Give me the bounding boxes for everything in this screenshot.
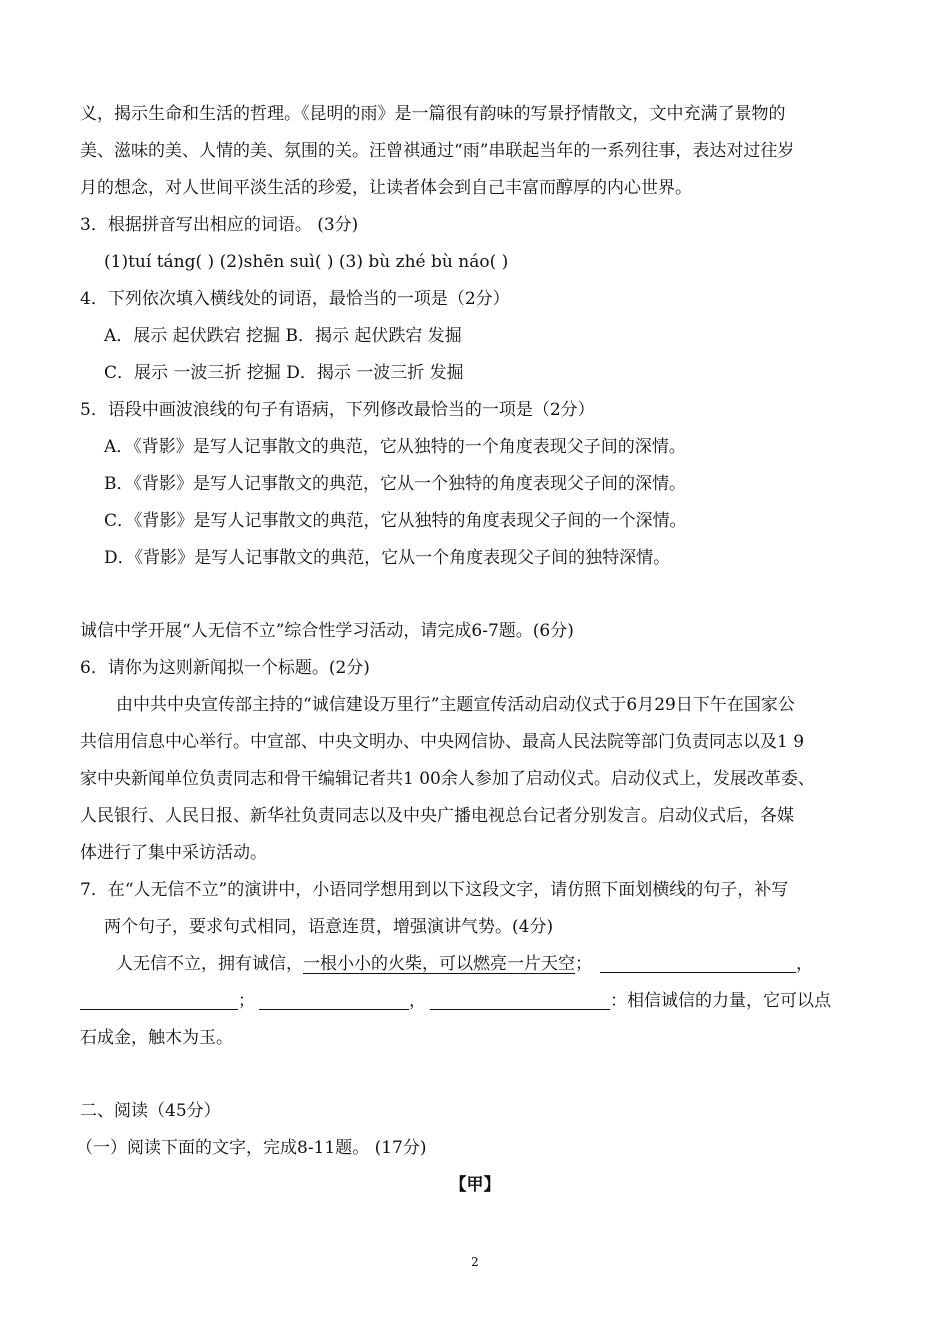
intro-line-2: 美、滋味的美、人情的美、氛围的关。汪曾祺通过“雨”串联起当年的一系列往事，表达对过往岁 — [80, 141, 795, 161]
news-paragraph-line-2: 共信用信息中心举行。中宣部、中央文明办、中央网信协、最高人民法院等部门负责同志以及1 9 — [80, 732, 805, 752]
news-paragraph-line-3: 家中央新闻单位负责同志和骨干编辑记者共1 00余人参加了启动仪式。启动仪式上，发展改革委、 — [80, 769, 815, 789]
question-5-option-a: A．《背影》是写人记事散文的典范，它从独特的一个角度表现父子间的深情。 — [104, 437, 686, 457]
question-3-stem: 3．根据拼音写出相应的词语。 (3分) — [80, 215, 359, 235]
question-7-colon: ： — [610, 991, 627, 1011]
question-5-option-b: B．《背影》是写人记事散文的典范，它从一个独特的角度表现父子间的深情。 — [104, 474, 686, 494]
question-4-options-row-2: C．展示 一波三折 挖掘 D．揭示 一波三折 发掘 — [104, 363, 464, 383]
question-4-stem: 4．下列依次填入横线处的词语，最恰当的一项是（2分） — [80, 289, 510, 309]
page-number: 2 — [471, 1255, 479, 1269]
question-3-items: (1)tuí táng( ) (2)shēn suì( ) (3) bù zhé bù náo( ) — [104, 252, 509, 272]
question-7-comma: ， — [796, 954, 813, 974]
question-7-semicolon: ； — [575, 954, 592, 974]
question-5-option-d: D．《背影》是写人记事散文的典范，它从一个角度表现父子间的独特深情。 — [104, 548, 671, 568]
answer-blank-4[interactable] — [430, 991, 610, 1010]
news-paragraph-line-1: 由中共中央宣传部主持的“诚信建设万里行”主题宣传活动启动仪式于6月29日下午在国家公 — [116, 695, 795, 715]
section-2-subtitle: （一）阅读下面的文字，完成8-11题。 (17分) — [76, 1138, 427, 1158]
question-7-lead: 人无信不立，拥有诚信， — [116, 954, 303, 974]
section-2-title: 二、阅读（45分） — [80, 1101, 221, 1121]
answer-blank-3[interactable] — [259, 991, 409, 1010]
question-6-stem: 6．请你为这则新闻拟一个标题。(2分) — [80, 658, 370, 678]
question-7-example-line — [116, 952, 813, 976]
question-7-stem-line-1: 7．在“人无信不立”的演讲中，小语同学想用到以下这段文字，请仿照下面划横线的句子，补写 — [80, 880, 789, 900]
question-7-comma-2: ， — [409, 991, 426, 1011]
intro-line-3: 月的想念，对人世间平淡生活的珍爱，让读者体会到自己丰富而醇厚的内心世界。 — [80, 178, 692, 198]
answer-blank-1[interactable] — [600, 954, 796, 973]
activity-intro: 诚信中学开展“人无信不立”综合性学习活动，请完成6-7题。(6分) — [80, 621, 574, 641]
question-5-option-c: C．《背影》是写人记事散文的典范，它从独特的角度表现父子间的一个深情。 — [104, 511, 687, 531]
news-paragraph-line-4: 人民银行、人民日报、新华社负责同志以及中央广播电视总台记者分别发言。启动仪式后，各媒 — [80, 806, 794, 826]
question-7-blank-line — [80, 989, 831, 1013]
passage-label: 【甲】 — [449, 1175, 501, 1195]
question-7-stem-line-2: 两个句子，要求句式相同，语意连贯，增强演讲气势。(4分) — [104, 917, 554, 937]
answer-blank-2[interactable] — [80, 991, 238, 1010]
question-7-example-underlined: 一根小小的火柴，可以燃亮一片天空 — [303, 954, 575, 974]
question-7-last-line: 石成金，触木为玉。 — [80, 1028, 233, 1048]
news-paragraph-line-5: 体进行了集中采访活动。 — [80, 843, 267, 863]
question-7-tail: 相信诚信的力量，它可以点 — [627, 991, 831, 1011]
question-4-options-row-1: A．展示 起伏跌宕 挖掘 B．揭示 起伏跌宕 发掘 — [104, 326, 462, 346]
intro-line-1: 义，揭示生命和生活的哲理。《昆明的雨》是一篇很有韵味的写景抒情散文，文中充满了景物的 — [80, 104, 786, 124]
question-7-semicolon-2: ； — [238, 991, 255, 1011]
question-5-stem: 5．语段中画波浪线的句子有语病，下列修改最恰当的一项是（2分） — [80, 400, 595, 420]
